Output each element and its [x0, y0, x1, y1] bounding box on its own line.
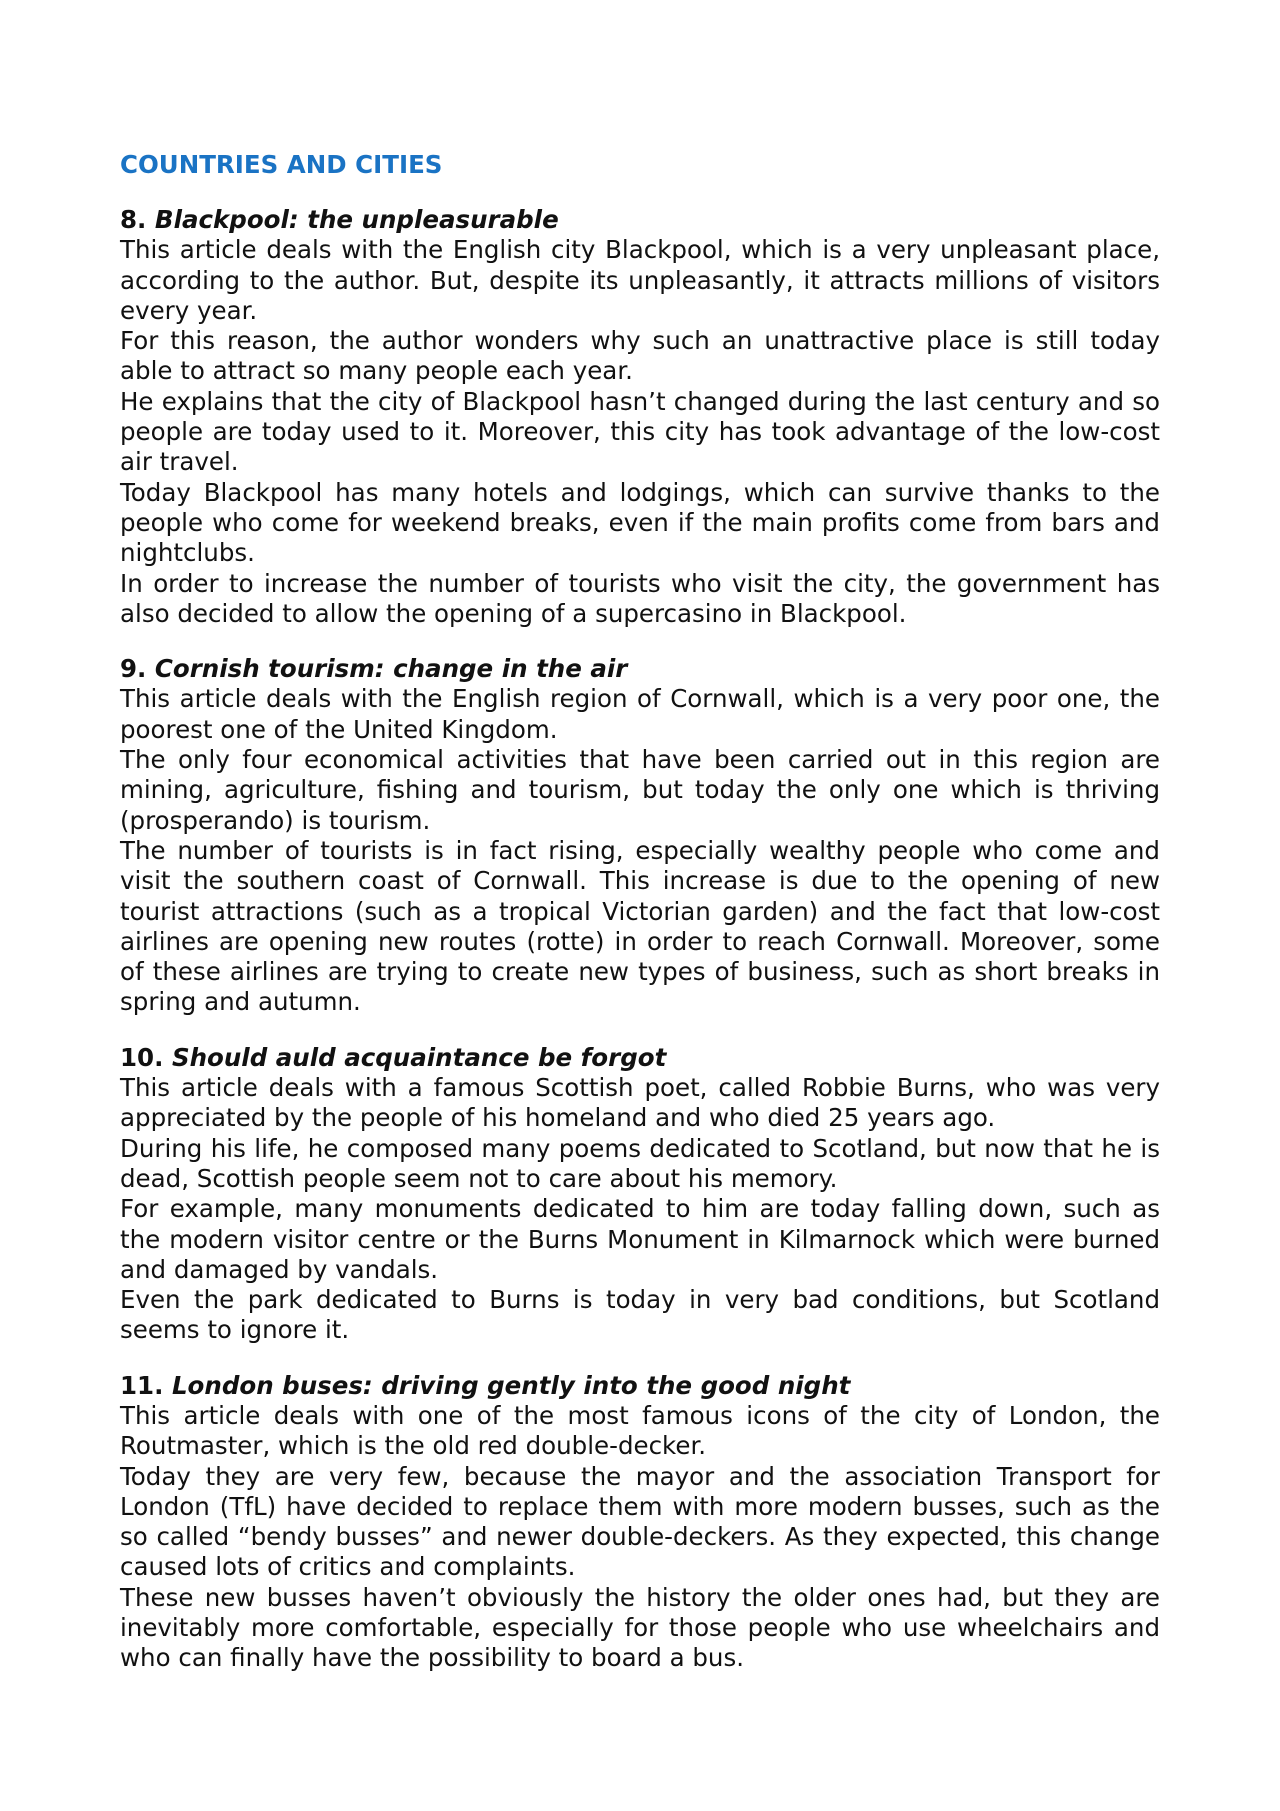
article-paragraph: For example, many monuments dedicated to him are today falling down, such as the modern visitor centre or the Burns Monument in Kilmarnock which were burned and damaged by vandals. — [120, 1194, 1160, 1284]
document-page — [120, 150, 1160, 1699]
article-block — [120, 654, 1160, 1018]
article-title — [120, 654, 1160, 684]
article-paragraph: This article deals with one of the most famous icons of the city of London, the Routmaster, which is the old red double-decker. — [120, 1400, 1160, 1461]
article-paragraph: In order to increase the number of tourists who visit the city, the government has also decided to allow the opening of a supercasino in Blackpool. — [120, 568, 1160, 628]
article-paragraph: The only four economical activities that have been carried out in this region are mining, agriculture, fishing and tourism, but today the only one which is thriving (prosperando) is tourism. — [120, 745, 1160, 835]
article-title — [120, 1371, 1160, 1401]
article-number: 10. — [120, 1042, 164, 1072]
article-paragraph: The number of tourists is in fact rising, especially wealthy people who come and visit the southern coast of Cornwall. This increase is due to the opening of new tourist attractions (such as a tropical Victorian garden) and the fact that low-cost airlines are opening new routes (rotte) in order to reach Cornwall. Moreover, some of these airlines are trying to create new types of business, such as short breaks in spring and autumn. — [120, 835, 1160, 1017]
section-heading: COUNTRIES AND CITIES — [120, 150, 443, 179]
article-block — [120, 1371, 1160, 1674]
article-paragraph: This article deals with a famous Scottish poet, called Robbie Burns, who was very appreciated by the people of his homeland and who died 25 years ago. — [120, 1073, 1160, 1133]
article-paragraph: This article deals with the English city Blackpool, which is a very unpleasant place, according to the author. But, despite its unpleasantly, it attracts millions of visitors every year. — [120, 235, 1160, 325]
article-paragraph: For this reason, the author wonders why such an unattractive place is still today able to attract so many people each year. — [120, 326, 1160, 386]
article-title — [120, 205, 1160, 235]
article-block — [120, 1043, 1160, 1346]
article-paragraph: Even the park dedicated to Burns is today in very bad conditions, but Scotland seems to ignore it. — [120, 1285, 1160, 1345]
article-title-text: Should auld acquaintance be forgot — [171, 1042, 667, 1072]
article-number: 9. — [120, 654, 147, 684]
article-title — [120, 1043, 1160, 1073]
article-list — [120, 205, 1160, 1674]
article-paragraph: During his life, he composed many poems dedicated to Scotland, but now that he is dead, Scottish people seem not to care about his memory. — [120, 1133, 1160, 1193]
article-title-text: London buses: driving gently into the good night — [171, 1370, 851, 1400]
article-paragraph: Today Blackpool has many hotels and lodgings, which can survive thanks to the people who come for weekend breaks, even if the main profits come from bars and nightclubs. — [120, 477, 1160, 568]
article-number: 11. — [120, 1370, 164, 1400]
article-title-text: Cornish tourism: change in the air — [154, 654, 628, 684]
article-paragraph: He explains that the city of Blackpool hasn’t changed during the last century and so people are today used to it. Moreover, this city has took advantage of the low-cost air travel. — [120, 386, 1160, 477]
article-paragraph: Today they are very few, because the mayor and the association Transport for London (TfL) have decided to replace them with more modern busses, such as the so called “bendy busses” and newer double-deckers. As they expected, this change caused lots of critics and complaints. — [120, 1461, 1160, 1582]
article-number: 8. — [120, 205, 147, 234]
article-title-text: Blackpool: the unpleasurable — [154, 205, 559, 234]
article-block — [120, 205, 1160, 629]
article-paragraph: This article deals with the English region of Cornwall, which is a very poor one, the poorest one of the United Kingdom. — [120, 684, 1160, 744]
article-paragraph: These new busses haven’t obviously the history the older ones had, but they are inevitably more comfortable, especially for those people who use wheelchairs and who can finally have the possibility to board a bus. — [120, 1582, 1160, 1673]
